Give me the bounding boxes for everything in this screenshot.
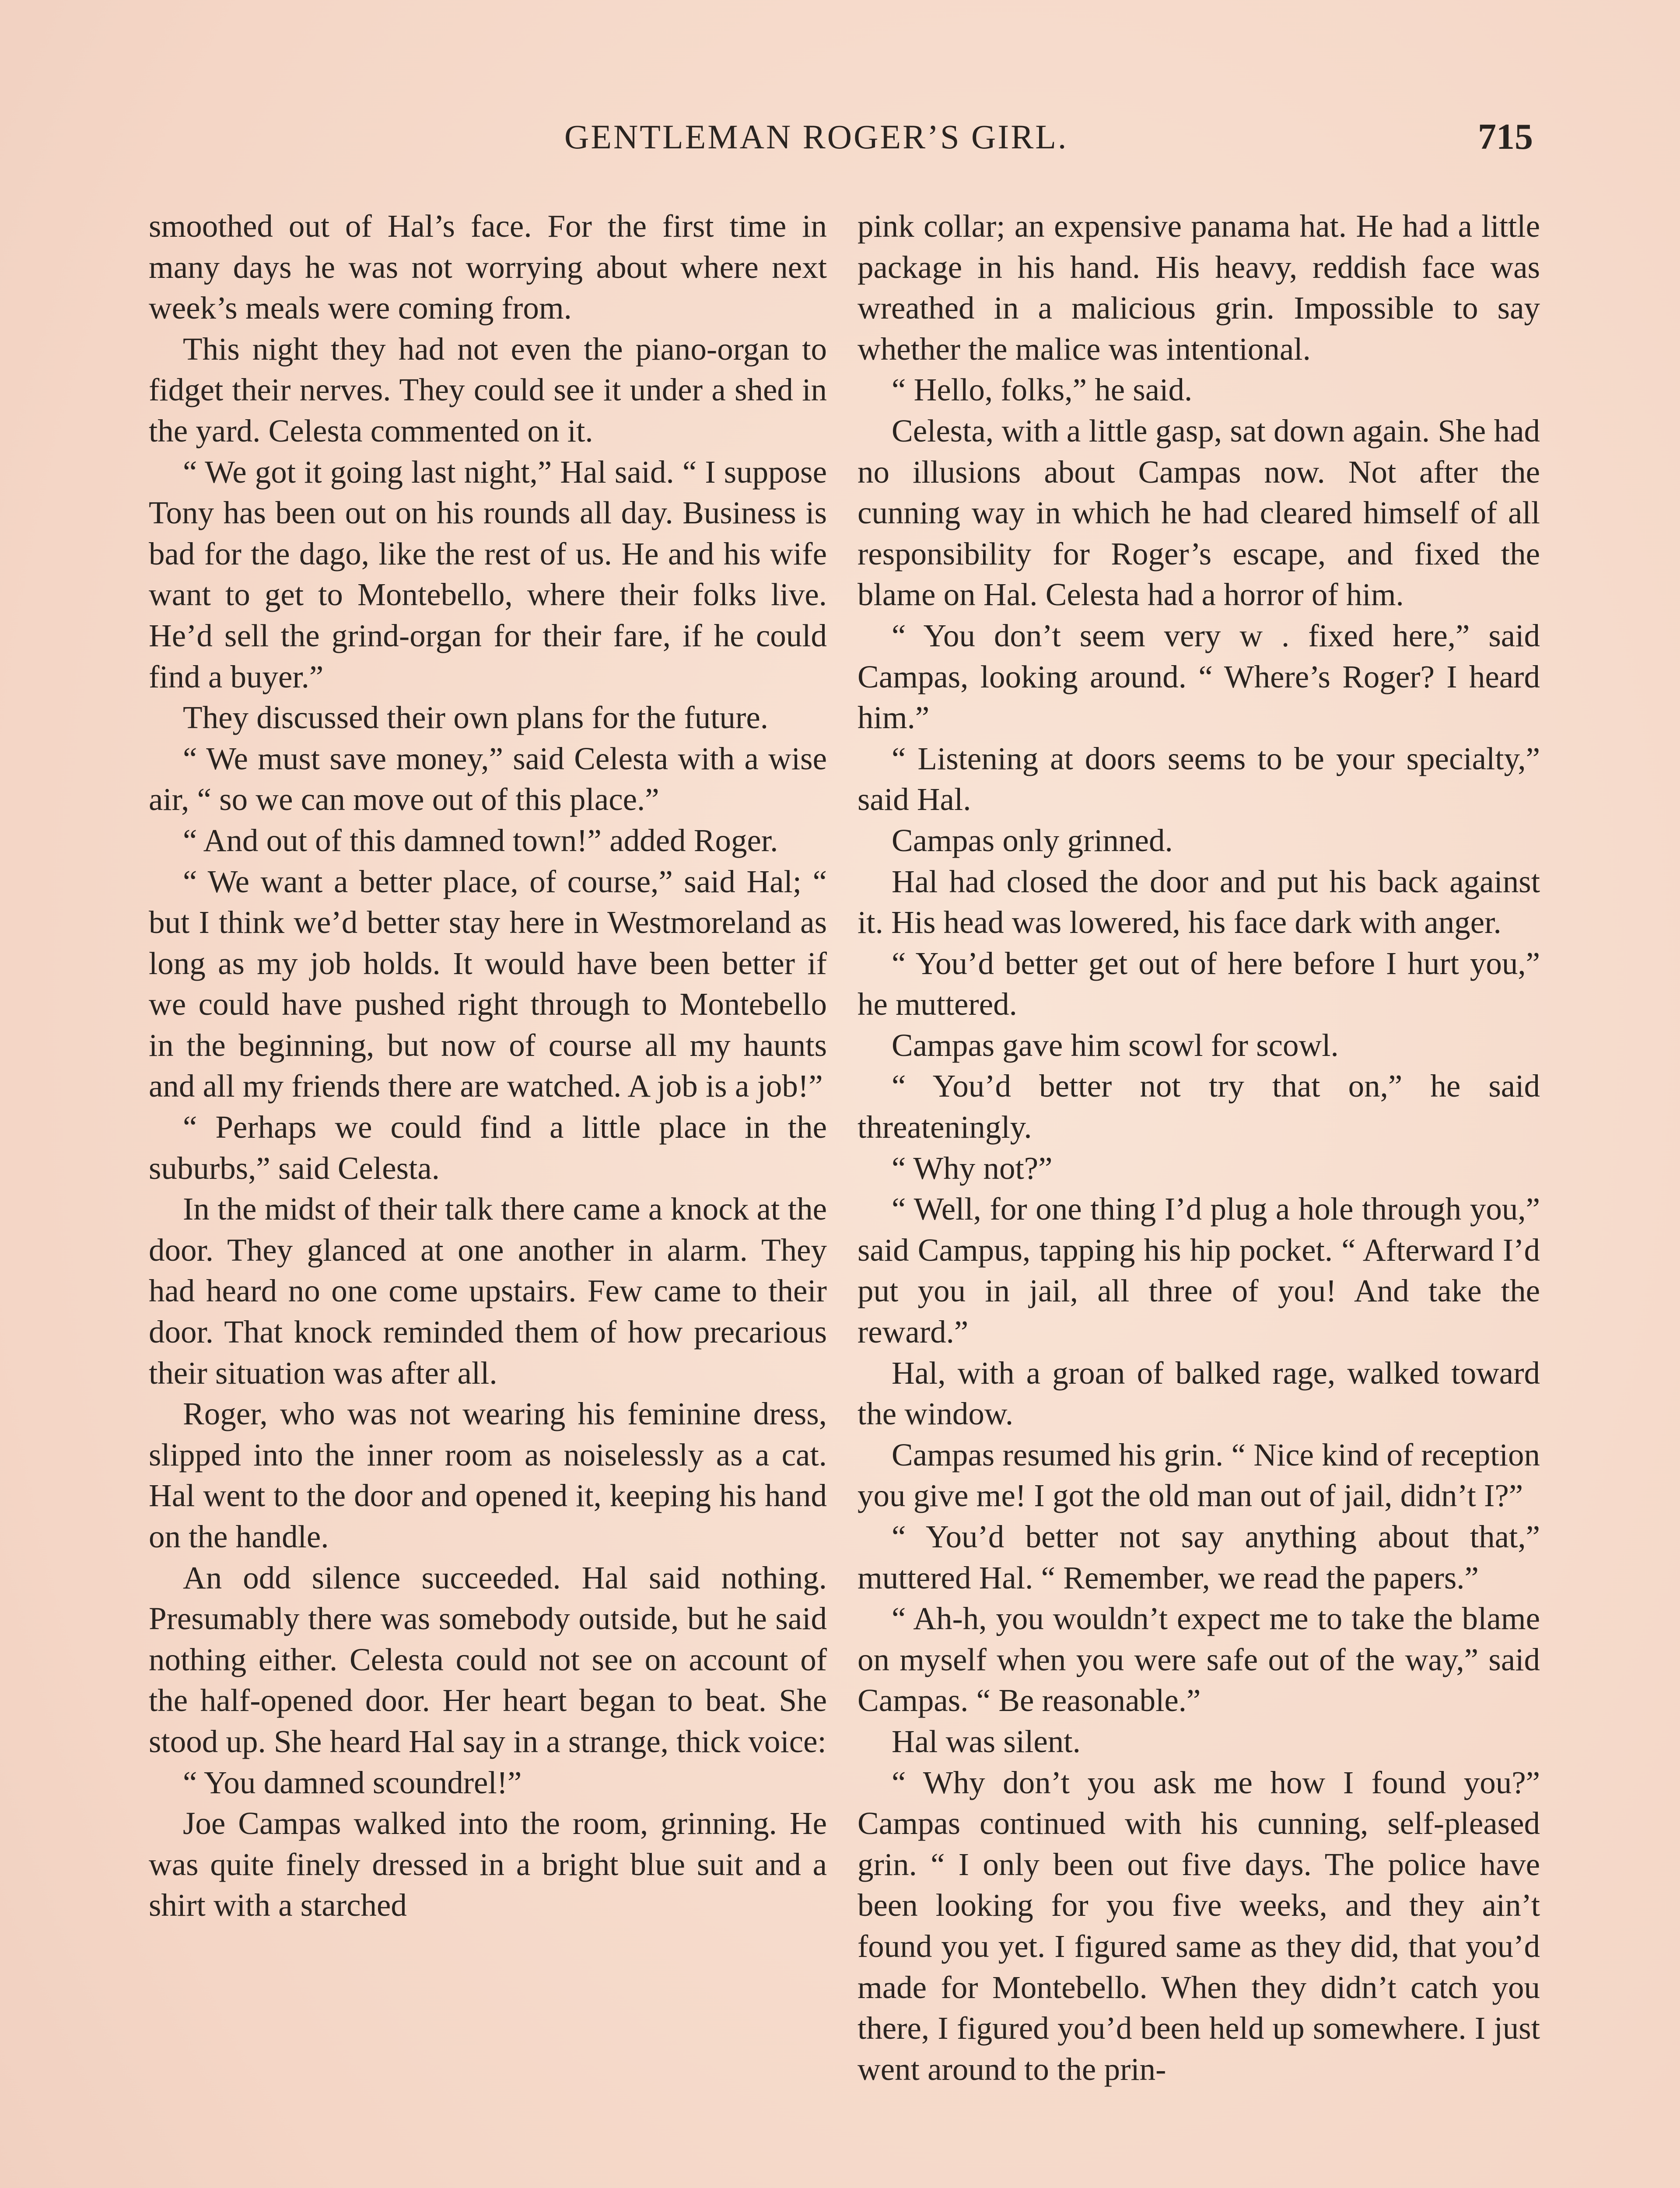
paragraph: “ Why don’t you ask me how I found you?” Campas continued with his cunning, self-pleased grin. “ I only been out five days. The police have been looking for you five weeks, and they ain’t found you yet. I figured same as they did, that you’d made for Montebello. When they didn’t catch you there, I figured you’d been held up somewhere. I just went around to the prin-	[858, 1764, 1540, 2087]
paragraph: “ You’d better not say anything about that,” muttered Hal. “ Remember, we read the papers.”	[858, 1519, 1540, 1595]
paragraph: Campas resumed his grin. “ Nice kind of reception you give me! I got the old man out of jail, didn’t I?”	[858, 1437, 1540, 1514]
paragraph: Campas only grinned.	[892, 822, 1173, 858]
paragraph: “ And out of this damned town!” added Roger.	[183, 822, 778, 858]
paragraph: “ Listening at doors seems to be your specialty,” said Hal.	[858, 740, 1540, 817]
paragraph: Hal was silent.	[892, 1723, 1081, 1759]
paragraph: Hal had closed the door and put his back against it. His head was lowered, his face dark with anger.	[858, 863, 1540, 940]
right-column	[858, 206, 1540, 2188]
paragraph: “ You don’t seem very w . fixed here,” said Campas, looking around. “ Where’s Roger? I heard him.”	[858, 617, 1540, 736]
paragraph: pink collar; an expensive panama hat. He had a little package in his hand. His heavy, reddish face was wreathed in a malicious grin. Impossible to say whether the malice was intentional.	[858, 208, 1540, 367]
page-number: 715	[1478, 116, 1533, 157]
paragraph: “ Why not?”	[892, 1150, 1053, 1186]
paragraph: “ We got it going last night,” Hal said. “ I suppose Tony has been out on his rounds all day. Business is bad for the dago, like the rest of us. He and his wife want to get to Montebello, where their folks live. He’d sell the grind-organ for their fare, if he could find a buyer.”	[149, 454, 827, 694]
paragraph: “ You’d better not try that on,” he said threateningly.	[858, 1068, 1540, 1145]
paragraph: “ Perhaps we could find a little place in the suburbs,” said Celesta.	[149, 1109, 827, 1186]
page-header	[0, 117, 1680, 179]
paragraph: “ Ah-h, you wouldn’t expect me to take the blame on myself when you were safe out of the way,” said Campas. “ Be reasonable.”	[858, 1601, 1540, 1718]
paragraph: “ You damned scoundrel!”	[183, 1764, 522, 1800]
paragraph: Hal, with a groan of balked rage, walked toward the window.	[858, 1355, 1540, 1432]
paragraph: “ Hello, folks,” he said.	[892, 372, 1193, 408]
paragraph: An odd silence succeeded. Hal said nothing. Presumably there was somebody outside, but he said nothing either. Celesta could not see on account of the half-opened door. Her heart began to beat. She stood up. She heard Hal say in a strange, thick voice:	[149, 1560, 827, 1759]
paragraph: Joe Campas walked into the room, grinning. He was quite finely dressed in a bright blue suit and a shirt with a starched	[149, 1806, 827, 1923]
paragraph: They discussed their own plans for the future.	[183, 700, 768, 736]
paragraph: Roger, who was not wearing his feminine dress, slipped into the inner room as noiselessly as a cat. Hal went to the door and opened it, keeping his hand on the handle.	[149, 1396, 827, 1554]
paragraph: “ We want a better place, of course,” said Hal; “ but I think we’d better stay here in Westmoreland as long as my job holds. It would have been better if we could have pushed right through to Montebello in the beginning, but now of course all my haunts and all my friends there are watched. A job is a job!”	[149, 863, 827, 1104]
paragraph: This night they had not even the piano-organ to fidget their nerves. They could see it under a shed in the yard. Celesta commented on it.	[149, 331, 827, 449]
paragraph: In the midst of their talk there came a knock at the door. They glanced at one another in alarm. They had heard no one come upstairs. Few came to their door. That knock reminded them of how precarious their situation was after all.	[149, 1191, 827, 1391]
paragraph: Campas gave him scowl for scowl.	[892, 1027, 1339, 1063]
paragraph: “ You’d better get out of here before I hurt you,” he muttered.	[858, 945, 1540, 1022]
paragraph: Celesta, with a little gasp, sat down again. She had no illusions about Campas now. Not after the cunning way in which he had cleared himself of all responsibility for Roger’s escape, and fixed the blame on Hal. Celesta had a horror of him.	[858, 413, 1540, 613]
left-column	[149, 206, 827, 2188]
paragraph: “ We must save money,” said Celesta with a wise air, “ so we can move out of this place.”	[149, 740, 827, 817]
running-title: GENTLEMAN ROGER’S GIRL.	[564, 118, 1068, 156]
paragraph: smoothed out of Hal’s face. For the first time in many days he was not worrying about where next week’s meals were coming from.	[149, 208, 827, 326]
paragraph: “ Well, for one thing I’d plug a hole through you,” said Campus, tapping his hip pocket. “ Afterward I’d put you in jail, all three of you! And take the reward.”	[858, 1191, 1540, 1350]
